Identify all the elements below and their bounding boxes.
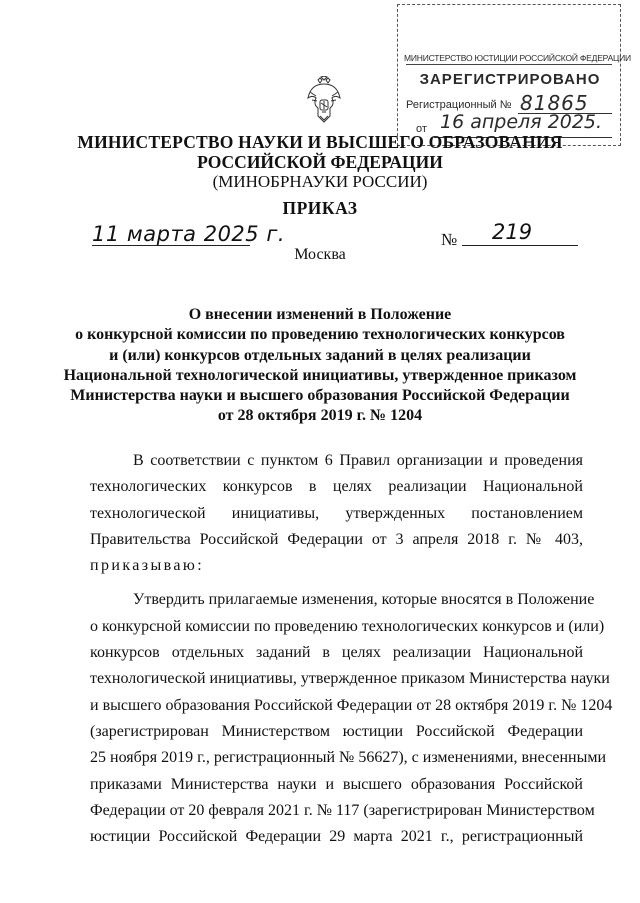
body-line: технологических конкурсов в целях реализации Национальной	[90, 478, 583, 496]
stamp-number-value: 81865	[520, 91, 589, 115]
stamp-number-label: Регистрационный №	[406, 99, 512, 111]
ministry-name-line2: РОССИЙСКОЙ ФЕДЕРАЦИИ	[197, 152, 443, 172]
title-line: о конкурсной комиссии по проведению технологических конкурсов	[75, 326, 565, 344]
body-line: Правительства Российской Федерации от 3 апреля 2018 г. № 403,	[90, 530, 583, 548]
body-line: и высшего образования Российской Федерации от 28 октября 2019 г. № 1204	[90, 696, 613, 714]
body-line: 25 ноября 2019 г., регистрационный № 56627), с изменениями, внесенными	[90, 749, 607, 767]
stamp-registered: ЗАРЕГИСТРИРОВАНО	[419, 71, 601, 88]
document-type: ПРИКАЗ	[282, 198, 358, 218]
order-date: 11 марта 2025 г.	[92, 222, 286, 246]
title-line: Министерства науки и высшего образования Российской Федерации	[70, 387, 570, 405]
stamp-from-label: от	[416, 123, 427, 135]
body-line: В соответствии с пунктом 6 Правил организации и проведения	[133, 452, 583, 469]
ministry-name-line1: МИНИСТЕРСТВО НАУКИ И ВЫСШЕГО ОБРАЗОВАНИЯ	[77, 132, 563, 152]
body-line: о конкурсной комиссии по проведению технологических конкурсов и (или)	[90, 617, 605, 635]
body-line: технологической инициативы, утвержденное приказом Министерства науки	[90, 670, 610, 688]
paragraph-gap	[90, 579, 583, 587]
stamp-date-value: 16 апреля 2025.	[440, 111, 603, 133]
order-number: 219	[492, 220, 533, 244]
stamp-organization: МИНИСТЕРСТВО ЮСТИЦИИ РОССИЙСКОЙ ФЕДЕРАЦИИ	[404, 53, 631, 63]
coat-of-arms-icon	[306, 76, 342, 124]
body-line: (зарегистрирован Министерством юстиции Российской Федерации	[90, 722, 583, 740]
title-line: от 28 октября 2019 г. № 1204	[217, 407, 423, 425]
body-line: Федерации от 20 февраля 2021 г. № 117 (зарегистрирован Министерством	[90, 801, 595, 819]
body-line-order-word: приказываю:	[90, 557, 205, 575]
registration-stamp	[397, 4, 631, 146]
title-line: и (или) конкурсов отдельных заданий в целях реализации	[109, 346, 531, 364]
body-line: Утвердить прилагаемые изменения, которые вносятся в Положение	[133, 591, 595, 609]
order-number-sign: №	[441, 230, 458, 249]
body-line: технологической инициативы, утвержденных постановлением	[90, 504, 583, 522]
city: Москва	[294, 246, 346, 263]
title-line: Национальной технологической инициативы, утвержденное приказом	[63, 366, 577, 384]
document-title	[60, 305, 580, 427]
document-body	[90, 448, 613, 850]
ministry-short-name: (МИНОБРНАУКИ РОССИИ)	[212, 172, 428, 191]
stamp-divider	[406, 64, 612, 65]
title-line: О внесении изменений в Положение	[188, 306, 452, 323]
body-line: приказами Министерства науки и высшего образования Российской	[90, 775, 583, 793]
body-line: юстиции Российской Федерации 29 марта 2021 г., регистрационный	[90, 828, 583, 846]
body-line: конкурсов отдельных заданий в целях реализации Национальной	[90, 644, 583, 662]
